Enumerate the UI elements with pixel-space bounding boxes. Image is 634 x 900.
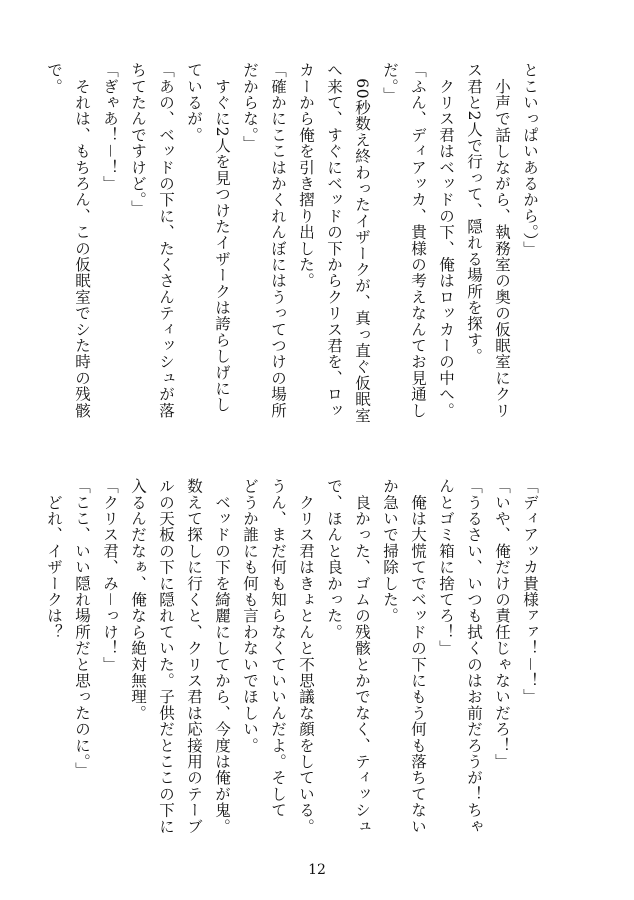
text-line: んとゴミ箱に捨てろ！」 — [437, 478, 455, 657]
text-line: だ。」 — [381, 62, 399, 103]
text-line: カーから俺を引き摺り出した。 — [297, 62, 315, 289]
page-number: 12 — [308, 862, 326, 878]
text-line: 「ここ、いい隠れ場所だと思ったのに。」 — [73, 478, 91, 779]
text-line: だからな。」 — [241, 62, 259, 152]
text-line: 「いや、俺だけの責任じゃないだろ！」 — [493, 478, 511, 770]
text-line: どれ、イザークは？ — [45, 478, 63, 640]
text-line: とこいっぱいあるから。）」 — [521, 62, 539, 258]
text-line: 数えて探しに行くと、クリス君は応接用のテーブ — [185, 478, 203, 835]
text-line: 「ふん、ディアッカ、貴様の考えなんてお見通し — [409, 62, 427, 419]
text-line: 「ぎゃあ！－！」 — [101, 62, 119, 192]
text-line: へ来て、すぐにベッドの下からクリス君を、ロッ — [325, 62, 343, 419]
lower-text-block — [45, 478, 544, 850]
text-line: 「ディアッカ貴様ァァ！－！」 — [521, 478, 539, 705]
text-line: ベッドの下を綺麗にしてから、今度は俺が鬼。 — [213, 478, 231, 835]
text-line: 「クリス君、み－っけ！」 — [101, 478, 119, 673]
text-line: それは、もちろん、この仮眠室でシた時の残骸 — [73, 62, 91, 419]
text-line: ルの天板の下に隠れていた。子供だとここの下に — [157, 478, 175, 835]
text-line: 小声で話しながら、執務室の奥の仮眠室にクリ — [493, 62, 511, 419]
text-line: うん、まだ何も知らなくていいんだよ。そして — [269, 478, 287, 819]
text-line: 「確かにここはかくれんぼにはうってつけの場所 — [269, 62, 287, 419]
text-line: 良かった、ゴムの残骸とかでなく、ティッシュ — [353, 478, 371, 835]
text-line: クリス君はベッドの下、俺はロッカーの中へ。 — [437, 62, 455, 419]
text-line: 俺は大慌てでベッドの下にもう何も落ちてない — [409, 478, 427, 835]
text-line: ス君と2人で行って、隠れる場所を探す。 — [465, 62, 483, 365]
text-line: で、ほんと良かった。 — [325, 478, 343, 640]
text-line: 入るんだなぁ、俺なら絶対無理。 — [129, 478, 147, 721]
text-line: ちてたんですけど。」 — [129, 62, 147, 217]
text-line: 「あの、ベッドの下に、たくさんティッシュが落 — [157, 62, 175, 419]
text-line: か急いで掃除した。 — [381, 478, 399, 624]
text-line: クリス君はきょとんと不思議な顔をしている。 — [297, 478, 315, 835]
text-line: すぐに2人を見つけたイザークは誇らしげにし — [213, 62, 231, 413]
upper-text-block — [45, 62, 544, 434]
text-line: どうか誰にも何も言わないでほしい。 — [241, 478, 259, 754]
text-line: ているが。 — [185, 62, 203, 143]
text-line: 「うるさい、いつも拭くのはお前だろうが！ちゃ — [465, 478, 483, 835]
text-line: で。 — [45, 62, 63, 95]
text-line: 60秒数え終わったイザークが、真っ直ぐ仮眠室 — [353, 62, 371, 424]
